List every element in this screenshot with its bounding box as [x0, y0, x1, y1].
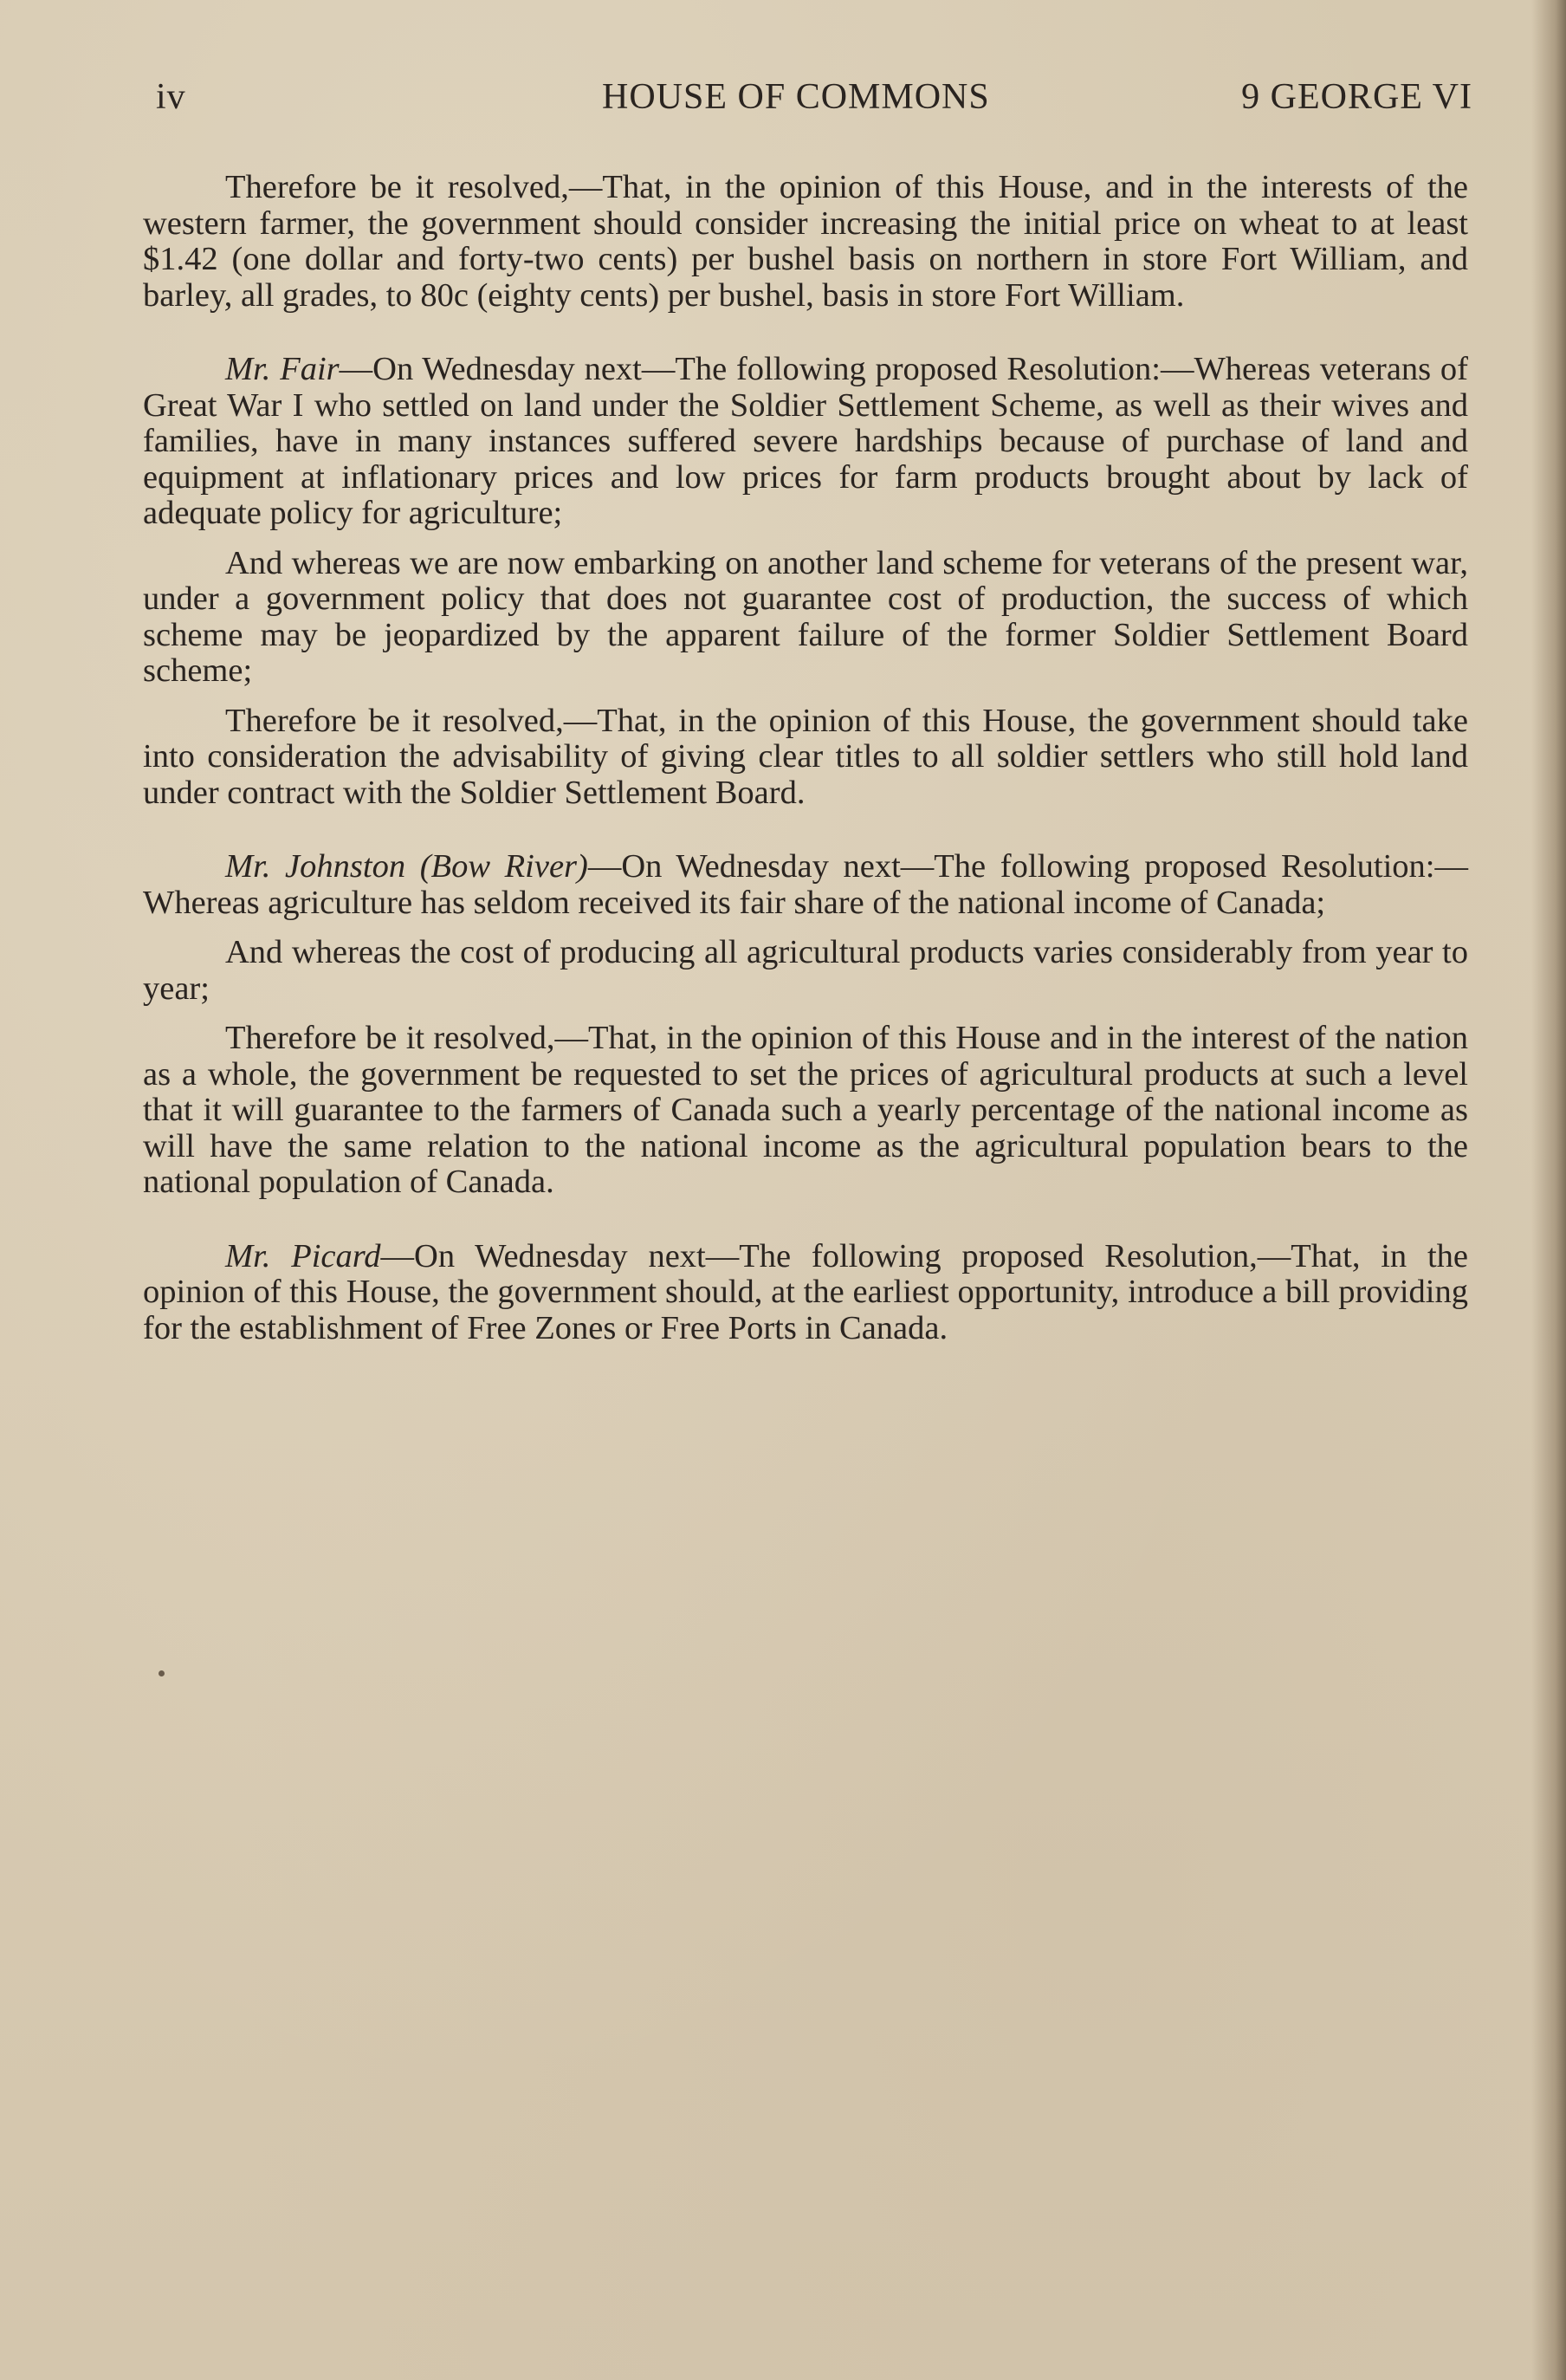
page-edge-shadow — [1531, 0, 1566, 2380]
notice-fair — [143, 352, 1468, 532]
resolution-paragraph: Therefore be it resolved,—That, in the opinion of this House, the government should take into consideration the advisability of giving clear titles to all soldier settlers who still hold land under contract with the Soldier Settlement Board. — [143, 702, 1468, 811]
whereas-paragraph: And whereas the cost of producing all agricultural products varies considerably from year to year; — [143, 934, 1468, 1007]
page-number: iv — [156, 77, 186, 117]
whereas-paragraph: And whereas we are now embarking on another land scheme for veterans of the present war, under a government policy that does not guarantee cost of production, the success of which scheme may be jeopardized by the apparent failure of the former Soldier Settlement Board scheme; — [143, 544, 1468, 689]
paper-speck — [159, 1670, 165, 1676]
notice-text: —On Wednesday next—The following proposed Resolution,—That, in the opinion of this House, the government should, at the earliest opportunity, introduce a bill providing for the establishment of Free Zones or Free Ports in Canada. — [143, 1237, 1468, 1346]
header-session: 9 GEORGE VI — [1241, 77, 1472, 117]
header-title: HOUSE OF COMMONS — [602, 77, 990, 117]
member-name: Mr. Johnston (Bow River) — [225, 848, 588, 885]
running-header — [156, 76, 1472, 128]
notice-johnston — [143, 849, 1468, 921]
resolution-paragraph: Therefore be it resolved,—That, in the opinion of this House and in the interest of the nation as a whole, the government be requested to set the prices of agricultural products at such a level that it will guarantee to the farmers of Canada such a yearly percentage of the national income as will have the same relation to the national income as the agricultural population bears to the national population of Canada. — [143, 1020, 1468, 1200]
member-name: Mr. Picard — [225, 1237, 381, 1274]
member-name: Mr. Fair — [225, 351, 340, 387]
notice-picard — [143, 1239, 1468, 1347]
document-body — [143, 170, 1468, 1346]
notice-text: —On Wednesday next—The following proposed Resolution:—Whereas veterans of Great War I who settled on land under the Soldier Settlement Scheme, as well as their wives and families, have in many instances suffered severe hardships because of purchase of land and equipment at inflationary prices and low prices for farm products brought about by lack of adequate policy for agriculture; — [143, 351, 1468, 531]
notice-text: —On Wednesday next—The following proposed Resolution:—Whereas agriculture has seldom received its fair share of the national income of Canada; — [143, 848, 1468, 921]
resolution-paragraph: Therefore be it resolved,—That, in the opinion of this House, and in the interests of the western farmer, the government should consider increasing the initial price on wheat to at least $1.42 (one dollar and forty-two cents) per bushel basis on northern in store Fort William, and barley, all grades, to 80c (eighty cents) per bushel, basis in store Fort William. — [143, 169, 1468, 314]
